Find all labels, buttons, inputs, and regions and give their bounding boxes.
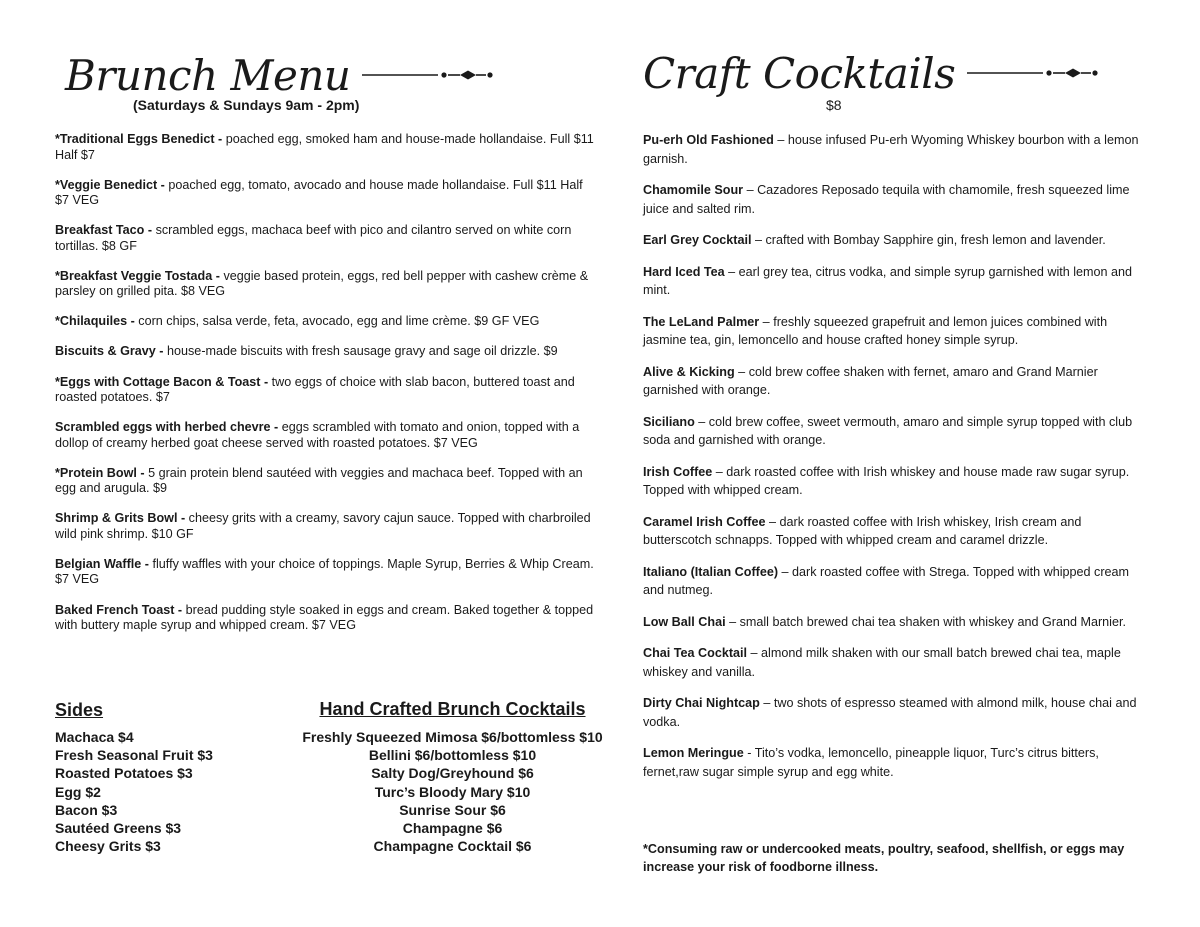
craft-cocktail-item <box>643 313 1148 350</box>
item-name: Chai Tea Cocktail <box>643 646 748 660</box>
craft-title-row <box>643 45 1099 101</box>
item-description: – house infused Pu-erh Wyoming Whiskey bourbon with a lemon garnish. <box>643 133 1139 166</box>
item-description: – freshly squeezed grapefruit and lemon juices combined with jasmine tea, gin, lemoncello and house crafted honey simple syrup. <box>643 314 1108 347</box>
brunch-menu-item <box>55 511 600 542</box>
flourish-divider-icon <box>967 66 1099 80</box>
item-description: – dark roasted coffee with Irish whiskey, Irish cream and butterscotch schnapps. Topped with whipped cream and caramel drizzle. <box>643 514 1082 547</box>
craft-cocktail-item <box>643 263 1148 300</box>
item-name: Shrimp & Grits Bowl - <box>55 511 189 526</box>
item-name: *Eggs with Cottage Bacon & Toast - <box>55 374 272 389</box>
brunch-cocktail-item: Sunrise Sour $6 <box>399 801 506 818</box>
brunch-menu-item <box>55 314 600 330</box>
side-item: Roasted Potatoes $3 <box>55 765 193 782</box>
item-description: scrambled eggs, machaca beef with pico and cilantro served on white corn tortillas. $8 GF <box>55 223 572 253</box>
item-description: poached egg, tomato, avocado and house made hollandaise. Full $11 Half $7 VEG <box>55 177 583 208</box>
item-name: Breakfast Taco - <box>55 223 156 238</box>
item-name: *Traditional Eggs Benedict - <box>55 132 226 146</box>
side-item: Egg $2 <box>55 783 101 800</box>
craft-cocktail-item <box>643 181 1148 218</box>
brunch-cocktails-list <box>270 728 635 855</box>
brunch-menu-item <box>55 132 600 163</box>
item-description: – earl grey tea, citrus vodka, and simple syrup garnished with lemon and mint. <box>643 264 1133 297</box>
item-name: Lemon Meringue <box>643 746 744 760</box>
craft-cocktails-title: Craft Cocktails <box>643 48 956 98</box>
craft-cocktail-item <box>643 131 1148 168</box>
craft-cocktail-item <box>643 694 1148 731</box>
sides-title: Sides <box>55 700 104 720</box>
item-name: Low Ball Chai <box>643 614 726 629</box>
item-description: – two shots of espresso steamed with almond milk, house chai and vodka. <box>643 696 1137 729</box>
brunch-title-row <box>65 47 494 103</box>
item-description: eggs scrambled with tomato and onion, topped with a dollop of creamy herbed goat cheese served with roasted potatoes. $7 VEG <box>55 420 580 450</box>
item-name: Chamomile Sour <box>643 183 744 197</box>
brunch-menu-item <box>55 178 600 209</box>
brunch-menu-item <box>55 269 600 300</box>
brunch-menu-item <box>55 420 600 451</box>
side-item: Bacon $3 <box>55 801 118 818</box>
item-name: Baked French Toast - <box>55 602 186 617</box>
brunch-items-list <box>55 132 600 648</box>
brunch-cocktails-title: Hand Crafted Brunch Cocktails <box>319 699 586 719</box>
item-name: *Breakfast Veggie Tostada - <box>55 268 224 283</box>
brunch-menu-item <box>55 223 600 254</box>
craft-cocktail-item <box>643 744 1148 781</box>
item-name: Dirty Chai Nightcap <box>643 696 760 710</box>
brunch-menu-item <box>55 466 600 497</box>
item-name: *Chilaquiles - <box>55 314 139 329</box>
brunch-cocktail-item: Champagne $6 <box>402 820 503 837</box>
brunch-cocktail-item: Champagne Cocktail $6 <box>373 838 532 855</box>
item-name: Belgian Waffle - <box>55 556 153 571</box>
brunch-cocktail-item: Salty Dog/Greyhound $6 <box>371 765 534 782</box>
brunch-menu-item <box>55 557 600 588</box>
item-description: bread pudding style soaked in eggs and cream. Baked together & topped with buttery maple syrup and whipped cream. $7 VEG <box>55 602 594 633</box>
item-description: – cold brew coffee shaken with fernet, amaro and Grand Marnier garnished with orange. <box>643 364 1098 397</box>
craft-cocktail-item <box>643 231 1148 250</box>
brunch-cocktail-item: Turc’s Bloody Mary $10 <box>374 783 531 800</box>
craft-cocktails-price: $8 <box>826 97 842 113</box>
item-description: 5 grain protein blend sautéed with veggies and machaca beef. Topped with an egg and arugula. $9 <box>55 465 583 496</box>
craft-cocktail-item <box>643 363 1148 400</box>
craft-cocktail-item <box>643 413 1148 450</box>
craft-cocktail-item <box>643 563 1148 600</box>
item-name: Caramel Irish Coffee <box>643 514 766 529</box>
item-description: – dark roasted coffee with Strega. Topped with whipped cream and nutmeg. <box>643 564 1130 597</box>
brunch-cocktail-item: Freshly Squeezed Mimosa $6/bottomless $10 <box>302 729 603 745</box>
item-name: Alive & Kicking <box>643 364 735 379</box>
item-name: *Protein Bowl - <box>55 465 149 480</box>
brunch-hours: (Saturdays & Sundays 9am - 2pm) <box>133 97 360 113</box>
item-description: corn chips, salsa verde, feta, avocado, egg and lime crème. $9 GF VEG <box>138 314 540 329</box>
side-item: Cheesy Grits $3 <box>55 838 161 855</box>
flourish-divider-icon <box>362 68 494 82</box>
item-name: Biscuits & Gravy - <box>55 344 167 359</box>
item-description: – cold brew coffee, sweet vermouth, amaro and simple syrup topped with club soda and garnished with orange. <box>643 414 1133 447</box>
side-item: Fresh Seasonal Fruit $3 <box>55 747 213 764</box>
item-name: Earl Grey Cocktail <box>643 233 752 247</box>
item-description: – almond milk shaken with our small batch brewed chai tea, maple whiskey and vanilla. <box>643 646 1121 679</box>
craft-cocktail-item <box>643 513 1148 550</box>
item-description: – small batch brewed chai tea shaken with whiskey and Grand Marnier. <box>725 614 1126 629</box>
item-description: – dark roasted coffee with Irish whiskey and house made raw sugar syrup. Topped with whipped cream. <box>643 464 1130 497</box>
item-description: poached egg, smoked ham and house-made hollandaise. Full $11 Half $7 <box>55 132 594 162</box>
item-name: Pu-erh Old Fashioned <box>643 133 774 147</box>
food-safety-disclaimer: *Consuming raw or undercooked meats, poultry, seafood, shellfish, or eggs may increase your risk of foodborne illness. <box>643 842 1125 874</box>
item-name: The LeLand Palmer <box>643 314 760 329</box>
side-item: Machaca $4 <box>55 729 134 745</box>
brunch-menu-item <box>55 375 600 406</box>
item-name: Italiano (Italian Coffee) <box>643 564 779 579</box>
item-description: two eggs of choice with slab bacon, buttered toast and roasted potatoes. $7 <box>55 374 575 405</box>
item-description: – crafted with Bombay Sapphire gin, fresh lemon and lavender. <box>751 233 1106 247</box>
craft-cocktail-item <box>643 463 1148 500</box>
item-name: Siciliano <box>643 414 695 429</box>
item-description: fluffy waffles with your choice of toppings. Maple Syrup, Berries & Whip Cream. $7 VEG <box>55 556 594 587</box>
brunch-cocktail-item: Bellini $6/bottomless $10 <box>368 747 537 764</box>
item-name: Hard Iced Tea <box>643 264 725 279</box>
item-name: Scrambled eggs with herbed chevre - <box>55 420 282 435</box>
item-description: – Cazadores Reposado tequila with chamomile, fresh squeezed lime juice and salted rim. <box>643 183 1130 216</box>
item-description: cheesy grits with a creamy, savory cajun sauce. Topped with charbroiled wild pink shrimp. $10 GF <box>55 511 591 541</box>
brunch-menu-title: Brunch Menu <box>65 50 351 100</box>
item-name: Irish Coffee <box>643 464 713 479</box>
sides-list <box>55 728 295 855</box>
craft-cocktail-item <box>643 644 1148 681</box>
brunch-menu-item <box>55 603 600 634</box>
item-description: house-made biscuits with fresh sausage gravy and sage oil drizzle. $9 <box>167 344 558 359</box>
side-item: Sautéed Greens $3 <box>55 820 182 837</box>
item-description: - Tito’s vodka, lemoncello, pineapple liquor, Turc’s citrus bitters, fernet,raw sugar simple syrup and egg white. <box>643 746 1099 779</box>
item-name: *Veggie Benedict - <box>55 177 169 192</box>
brunch-menu-item <box>55 344 600 360</box>
item-description: veggie based protein, eggs, red bell pepper with cashew crème & parsley on grilled pita. $8 VEG <box>55 268 589 299</box>
craft-cocktails-list <box>643 131 1148 794</box>
craft-cocktail-item <box>643 613 1148 632</box>
